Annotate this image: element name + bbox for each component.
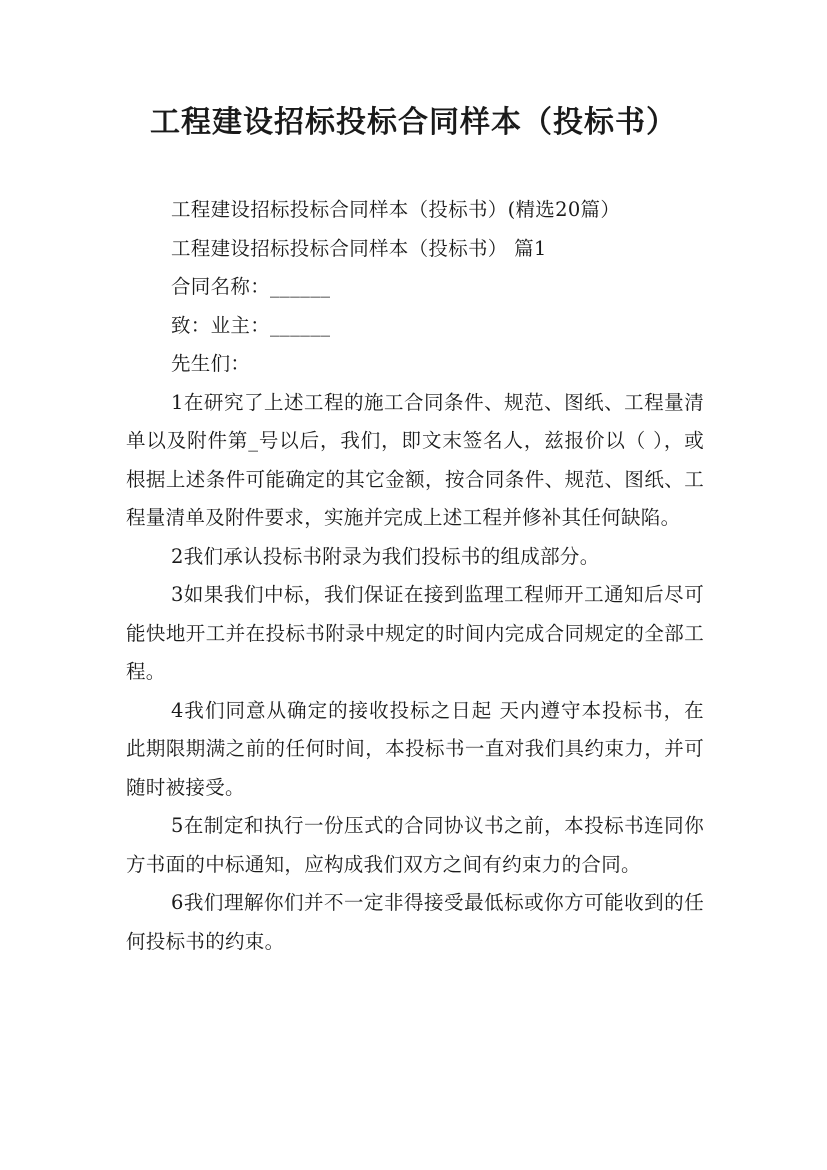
addressee-line: 致：业主：______ (171, 313, 331, 337)
clause-paragraph: 4我们同意从确定的接收投标之日起 天内遵守本投标书，在此期限期满之前的任何时间，本投标书一直对我们具约束力，并可随时被接受。 (126, 698, 704, 799)
document-title: 工程建设招标投标合同样本（投标书） (150, 105, 677, 140)
section-heading: 工程建设招标投标合同样本（投标书） 篇1 (171, 236, 547, 260)
clause-paragraph: 2我们承认投标书附录为我们投标书的组成部分。 (171, 544, 600, 568)
salutation: 先生们： (171, 352, 251, 375)
clause-paragraph: 6我们理解你们并不一定非得接受最低标或你方可能收到的任何投标书的约束。 (126, 891, 704, 953)
clause-paragraph: 5在制定和执行一份压式的合同协议书之前，本投标书连同你方书面的中标通知，应构成我们双方之间有约束力的合同。 (126, 814, 704, 876)
clause-paragraph: 3如果我们中标，我们保证在接到监理工程师开工通知后尽可能快地开工并在投标书附录中规定的时间内完成合同规定的全部工程。 (126, 583, 704, 683)
clause-paragraph: 1在研究了上述工程的施工合同条件、规范、图纸、工程量清单以及附件第_号以后，我们，即文末签名人，兹报价以（ ），或根据上述条件可能确定的其它金额，按合同条件、规范、图纸、工程量清单及附件要求，实施并完成上述工程并修补其任何缺陷。 (126, 390, 704, 529)
contract-name-line: 合同名称：______ (171, 275, 331, 298)
document-subtitle: 工程建设招标投标合同样本（投标书）(精选20篇） (171, 198, 621, 221)
document-body (126, 191, 704, 961)
